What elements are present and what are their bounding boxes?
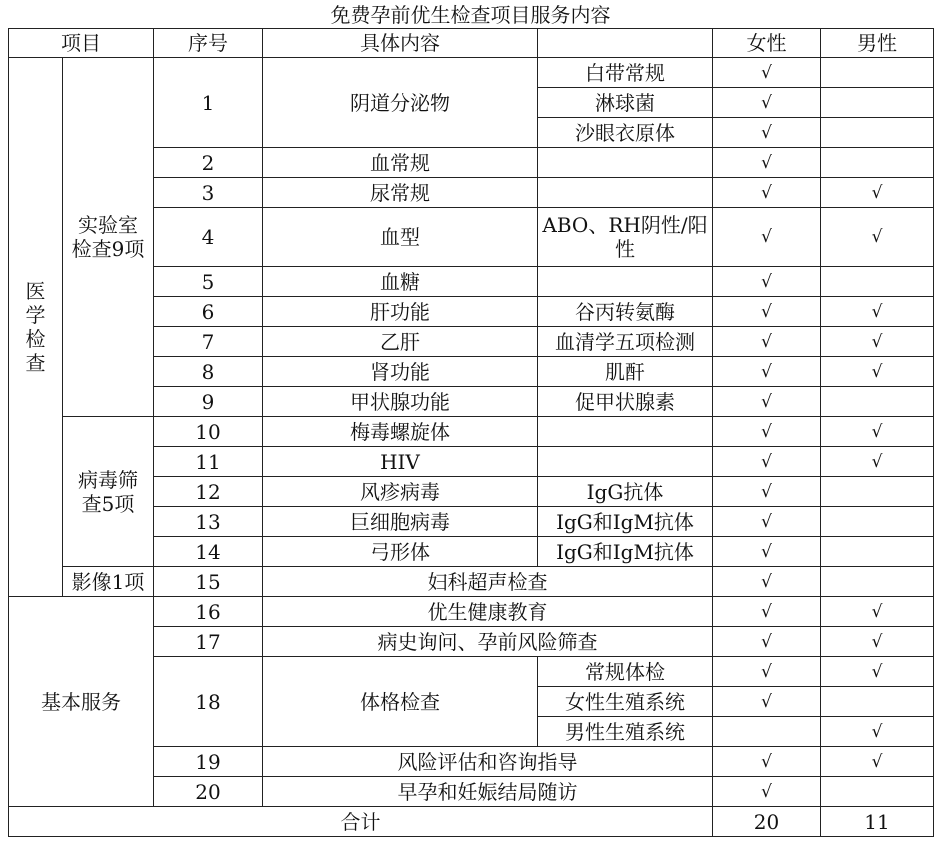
male-check-cell[interactable] [821,58,934,88]
detail-cell[interactable]: IgG和IgM抗体 [538,507,713,537]
detail-cell[interactable]: 男性生殖系统 [538,717,713,747]
male-check-cell[interactable]: √ [821,417,934,447]
detail-cell[interactable]: 促甲状腺素 [538,387,713,417]
male-check-cell[interactable] [821,477,934,507]
table-row [9,597,934,627]
detail-cell[interactable]: 谷丙转氨酶 [538,297,713,327]
female-check-cell[interactable]: √ [713,627,821,657]
content-cell[interactable]: HIV [263,447,538,477]
female-check-cell[interactable]: √ [713,58,821,88]
content-cell[interactable]: 巨细胞病毒 [263,507,538,537]
seq-cell[interactable]: 17 [154,627,263,657]
detail-cell[interactable] [538,267,713,297]
female-check-cell[interactable] [713,717,821,747]
table-row [9,58,934,88]
female-check-cell[interactable]: √ [713,267,821,297]
male-check-cell[interactable] [821,777,934,807]
seq-cell[interactable]: 5 [154,267,263,297]
detail-cell[interactable]: 女性生殖系统 [538,687,713,717]
seq-cell[interactable]: 2 [154,148,263,178]
male-check-cell[interactable] [821,687,934,717]
male-check-cell[interactable] [821,267,934,297]
seq-cell[interactable]: 15 [154,567,263,597]
detail-cell[interactable]: 白带常规 [538,58,713,88]
female-check-cell[interactable]: √ [713,447,821,477]
female-check-cell[interactable]: √ [713,597,821,627]
total-label[interactable]: 合计 [9,807,713,837]
content-cell[interactable]: 血糖 [263,267,538,297]
header-item[interactable]: 项目 [9,29,154,58]
male-check-cell[interactable]: √ [821,297,934,327]
seq-cell[interactable]: 9 [154,387,263,417]
female-check-cell[interactable]: √ [713,178,821,208]
basic-service-category[interactable]: 基本服务 [9,597,154,807]
detail-cell[interactable]: 血清学五项检测 [538,327,713,357]
content-cell[interactable]: 体格检查 [263,657,538,747]
content-cell[interactable]: 阴道分泌物 [263,58,538,148]
female-check-cell[interactable]: √ [713,507,821,537]
female-check-cell[interactable]: √ [713,118,821,148]
seq-cell[interactable]: 13 [154,507,263,537]
male-check-cell[interactable] [821,88,934,118]
seq-cell[interactable]: 6 [154,297,263,327]
male-check-cell[interactable]: √ [821,657,934,687]
content-cell[interactable]: 肾功能 [263,357,538,387]
total-row [9,807,934,837]
seq-cell[interactable]: 12 [154,477,263,507]
table-row [9,417,934,447]
total-female[interactable]: 20 [713,807,821,837]
male-check-cell[interactable]: √ [821,178,934,208]
male-check-cell[interactable] [821,118,934,148]
male-check-cell[interactable]: √ [821,717,934,747]
seq-cell[interactable]: 4 [154,208,263,267]
total-male[interactable]: 11 [821,807,934,837]
header-row [9,29,934,58]
content-cell[interactable]: 弓形体 [263,537,538,567]
female-check-cell[interactable]: √ [713,88,821,118]
female-check-cell[interactable]: √ [713,747,821,777]
content-cell[interactable]: 风险评估和咨询指导 [263,747,713,777]
detail-cell[interactable]: 淋球菌 [538,88,713,118]
female-check-cell[interactable]: √ [713,687,821,717]
service-table [8,28,934,837]
female-check-cell[interactable]: √ [713,208,821,267]
detail-cell[interactable]: 沙眼衣原体 [538,118,713,148]
male-check-cell[interactable] [821,567,934,597]
seq-cell[interactable]: 10 [154,417,263,447]
table-row [9,567,934,597]
content-cell[interactable]: 血型 [263,208,538,267]
male-check-cell[interactable]: √ [821,357,934,387]
detail-cell[interactable] [538,417,713,447]
seq-cell[interactable]: 1 [154,58,263,148]
detail-cell[interactable] [538,178,713,208]
female-check-cell[interactable]: √ [713,567,821,597]
seq-cell[interactable]: 7 [154,327,263,357]
female-check-cell[interactable]: √ [713,477,821,507]
seq-cell[interactable]: 14 [154,537,263,567]
content-cell[interactable]: 肝功能 [263,297,538,327]
female-check-cell[interactable]: √ [713,417,821,447]
detail-cell[interactable]: ABO、RH阴性/阳性 [538,208,713,267]
male-check-cell[interactable]: √ [821,747,934,777]
content-cell[interactable]: 乙肝 [263,327,538,357]
content-cell[interactable]: 病史询问、孕前风险筛查 [263,627,713,657]
header-male[interactable]: 男性 [821,29,934,58]
content-cell[interactable]: 血常规 [263,148,538,178]
male-check-cell[interactable]: √ [821,627,934,657]
male-check-cell[interactable]: √ [821,447,934,477]
header-content[interactable]: 具体内容 [263,29,538,58]
seq-cell[interactable]: 11 [154,447,263,477]
seq-cell[interactable]: 16 [154,597,263,627]
seq-cell[interactable]: 19 [154,747,263,777]
content-cell[interactable]: 妇科超声检查 [263,567,713,597]
male-check-cell[interactable]: √ [821,327,934,357]
content-cell[interactable]: 尿常规 [263,178,538,208]
female-check-cell[interactable]: √ [713,777,821,807]
header-female[interactable]: 女性 [713,29,821,58]
male-check-cell[interactable]: √ [821,597,934,627]
detail-cell[interactable]: 肌酐 [538,357,713,387]
detail-cell[interactable]: 常规体检 [538,657,713,687]
male-check-cell[interactable] [821,148,934,178]
male-check-cell[interactable] [821,387,934,417]
female-check-cell[interactable]: √ [713,357,821,387]
content-cell[interactable]: 风疹病毒 [263,477,538,507]
seq-cell[interactable]: 18 [154,657,263,747]
male-check-cell[interactable] [821,507,934,537]
male-check-cell[interactable]: √ [821,208,934,267]
lab-category[interactable]: 实验室 检查9项 [63,58,154,417]
header-detail[interactable] [538,29,713,58]
female-check-cell[interactable]: √ [713,657,821,687]
detail-cell[interactable]: IgG抗体 [538,477,713,507]
content-cell[interactable]: 优生健康教育 [263,597,713,627]
female-check-cell[interactable]: √ [713,297,821,327]
female-check-cell[interactable]: √ [713,327,821,357]
seq-cell[interactable]: 8 [154,357,263,387]
virus-category[interactable]: 病毒筛 查5项 [63,417,154,567]
medical-category[interactable]: 医 学 检 查 [9,58,63,597]
female-check-cell[interactable]: √ [713,387,821,417]
male-check-cell[interactable] [821,537,934,567]
female-check-cell[interactable]: √ [713,537,821,567]
header-seq[interactable]: 序号 [154,29,263,58]
imaging-category[interactable]: 影像1项 [63,567,154,597]
detail-cell[interactable] [538,447,713,477]
detail-cell[interactable]: IgG和IgM抗体 [538,537,713,567]
content-cell[interactable]: 甲状腺功能 [263,387,538,417]
content-cell[interactable]: 早孕和妊娠结局随访 [263,777,713,807]
content-cell[interactable]: 梅毒螺旋体 [263,417,538,447]
seq-cell[interactable]: 3 [154,178,263,208]
female-check-cell[interactable]: √ [713,148,821,178]
sheet-title: 免费孕前优生检查项目服务内容 [330,3,611,27]
detail-cell[interactable] [538,148,713,178]
seq-cell[interactable]: 20 [154,777,263,807]
